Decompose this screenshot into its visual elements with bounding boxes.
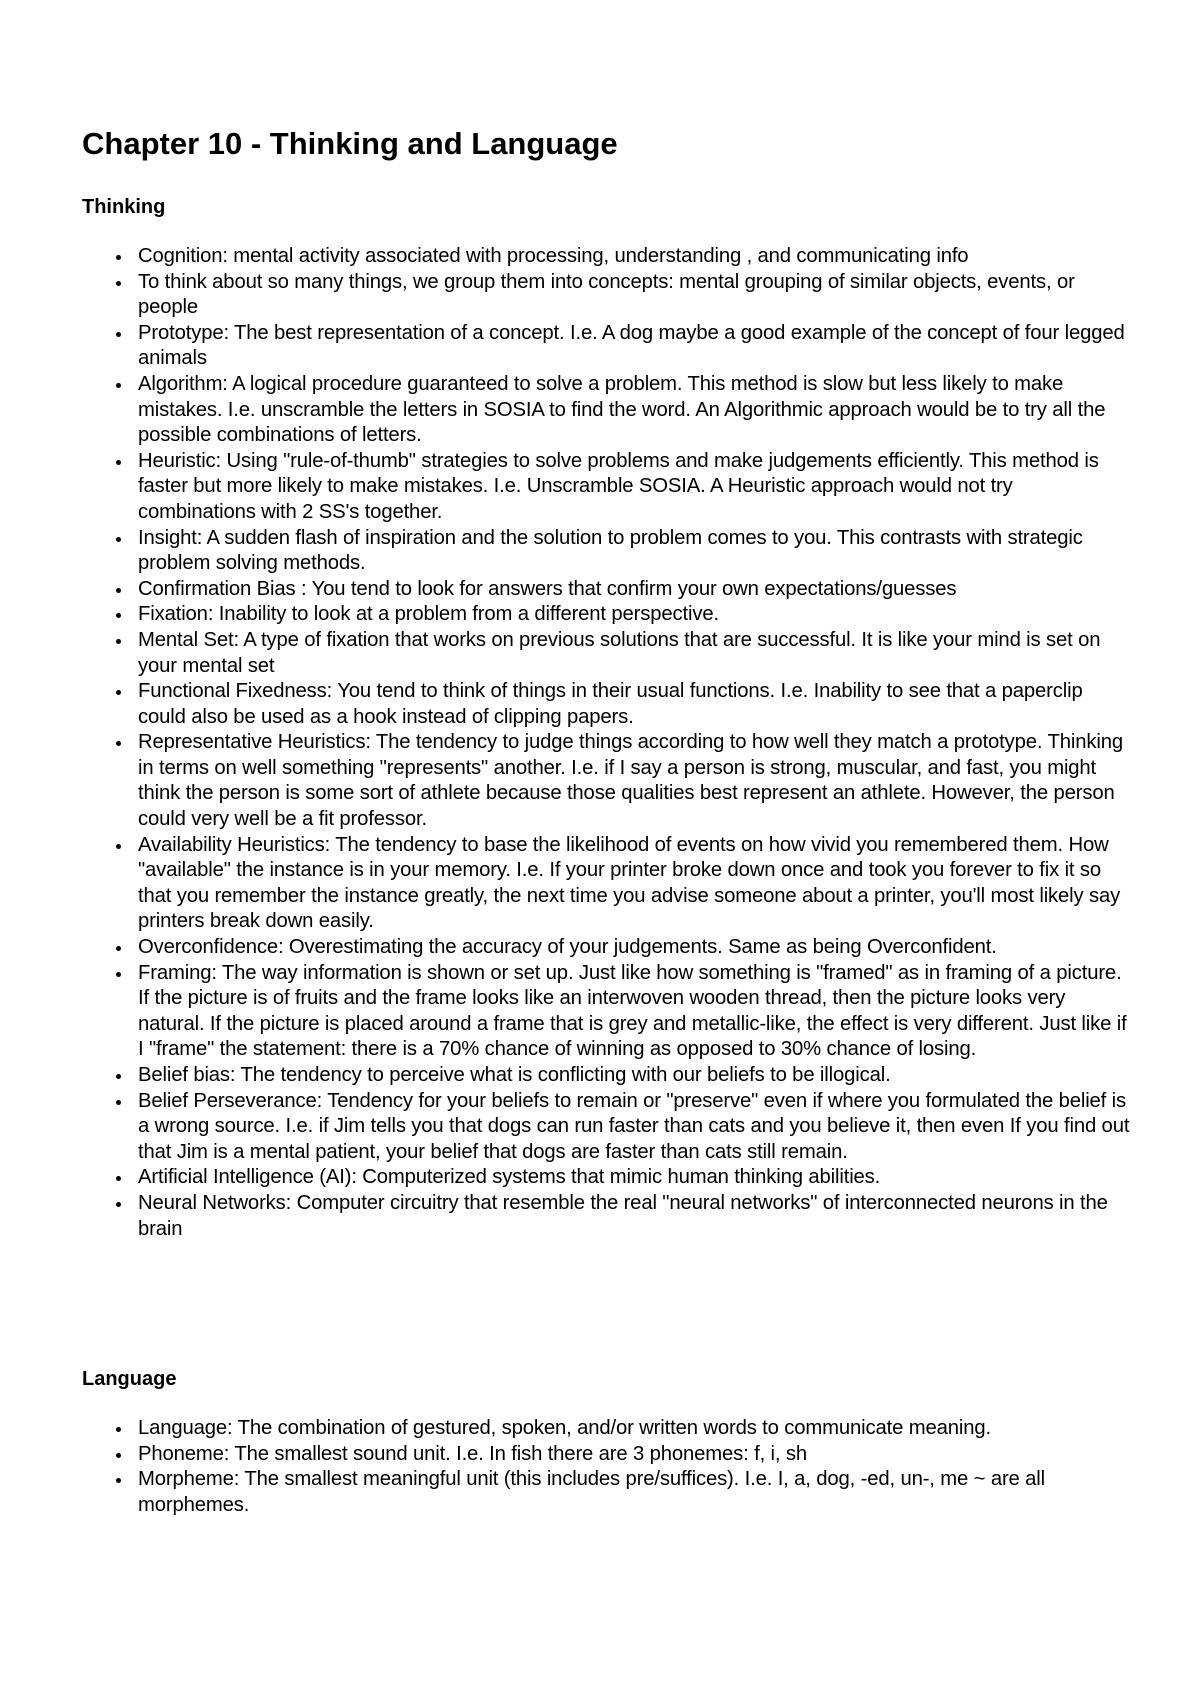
bullet-icon xyxy=(116,613,121,618)
bullet-icon xyxy=(116,972,121,977)
list-item: Heuristic: Using "rule-of-thumb" strategies to solve problems and make judgements efficiently. This method is faster but more likely to make mistakes. I.e. Unscramble SOSIA. A Heuristic approach would not try combinations with 2 SS's together. xyxy=(0,449,1135,526)
bullet-icon xyxy=(116,332,121,337)
list-item: Morpheme: The smallest meaningful unit (this includes pre/suffices). I.e. I, a, dog, -ed, un-, me ~ are all morphemes. xyxy=(0,1467,1135,1518)
list-item: Functional Fixedness: You tend to think of things in their usual functions. I.e. Inability to see that a paperclip could also be used as a hook instead of clipping papers. xyxy=(0,679,1135,730)
bullet-icon xyxy=(116,639,121,644)
list-item: Algorithm: A logical procedure guaranteed to solve a problem. This method is slow but less likely to make mistakes. I.e. unscramble the letters in SOSIA to find the word. An Algorithmic approach would be to try all the possible combinations of letters. xyxy=(0,372,1135,449)
bullet-icon xyxy=(116,1202,121,1207)
list-item: Artificial Intelligence (AI): Computerized systems that mimic human thinking abilities. xyxy=(0,1165,1135,1191)
list-item: Confirmation Bias : You tend to look for answers that confirm your own expectations/guesses xyxy=(0,577,1135,603)
bullet-icon xyxy=(116,383,121,388)
list-item: Phoneme: The smallest sound unit. I.e. In fish there are 3 phonemes: f, i, sh xyxy=(0,1442,1135,1468)
list-item: Framing: The way information is shown or set up. Just like how something is "framed" as in framing of a picture. If the picture is of fruits and the frame looks like an interwoven wooden thread, then the picture looks very natural. If the picture is placed around a frame that is grey and metallic-like, the effect is very different. Just like if I "frame" the statement: there is a 70% chance of winning as opposed to 30% chance of losing. xyxy=(0,961,1135,1063)
thinking-bullet-list xyxy=(0,244,1135,1242)
bullet-icon xyxy=(116,844,121,849)
bullet-icon xyxy=(116,537,121,542)
list-item: Insight: A sudden flash of inspiration and the solution to problem comes to you. This contrasts with strategic problem solving methods. xyxy=(0,526,1135,577)
list-item: Overconfidence: Overestimating the accuracy of your judgements. Same as being Overconfident. xyxy=(0,935,1135,961)
list-item: Belief Perseverance: Tendency for your beliefs to remain or "preserve" even if where you formulated the belief is a wrong source. I.e. if Jim tells you that dogs can run faster than cats and you believe it, then even If you find out that Jim is a mental patient, your belief that dogs are faster than cats still remain. xyxy=(0,1089,1135,1166)
list-item: Cognition: mental activity associated with processing, understanding , and communicating info xyxy=(0,244,1135,270)
list-item: Language: The combination of gestured, spoken, and/or written words to communicate meaning. xyxy=(0,1416,1135,1442)
bullet-icon xyxy=(116,946,121,951)
list-item: Mental Set: A type of fixation that works on previous solutions that are successful. It is like your mind is set on your mental set xyxy=(0,628,1135,679)
language-bullet-list xyxy=(0,1416,1135,1518)
list-item: Neural Networks: Computer circuitry that resemble the real "neural networks" of interconnected neurons in the brain xyxy=(0,1191,1135,1242)
bullet-icon xyxy=(116,255,121,260)
bullet-icon xyxy=(116,588,121,593)
list-item: To think about so many things, we group them into concepts: mental grouping of similar objects, events, or people xyxy=(0,270,1135,321)
section-heading-thinking: Thinking xyxy=(82,196,166,218)
bullet-icon xyxy=(116,690,121,695)
bullet-icon xyxy=(116,1100,121,1105)
section-heading-language: Language xyxy=(82,1368,177,1390)
list-item: Availability Heuristics: The tendency to base the likelihood of events on how vivid you remembered them. How "available" the instance is in your memory. I.e. If your printer broke down once and took you forever to fix it so that you remember the instance greatly, the next time you advise someone about a printer, you'll most likely say printers break down easily. xyxy=(0,833,1135,935)
list-item: Representative Heuristics: The tendency to judge things according to how well they match a prototype. Thinking in terms on well something "represents" another. I.e. if I say a person is strong, muscular, and fast, you might think the person is some sort of athlete because those qualities best represent an athlete. However, the person could very well be a fit professor. xyxy=(0,730,1135,832)
bullet-icon xyxy=(116,1453,121,1458)
bullet-icon xyxy=(116,741,121,746)
list-item: Fixation: Inability to look at a problem from a different perspective. xyxy=(0,602,1135,628)
bullet-icon xyxy=(116,281,121,286)
list-item: Prototype: The best representation of a concept. I.e. A dog maybe a good example of the concept of four legged animals xyxy=(0,321,1135,372)
bullet-icon xyxy=(116,1074,121,1079)
bullet-icon xyxy=(116,1427,121,1432)
list-item: Belief bias: The tendency to perceive what is conflicting with our beliefs to be illogical. xyxy=(0,1063,1135,1089)
bullet-icon xyxy=(116,1176,121,1181)
page-title: Chapter 10 - Thinking and Language xyxy=(82,126,618,161)
bullet-icon xyxy=(116,460,121,465)
bullet-icon xyxy=(116,1478,121,1483)
